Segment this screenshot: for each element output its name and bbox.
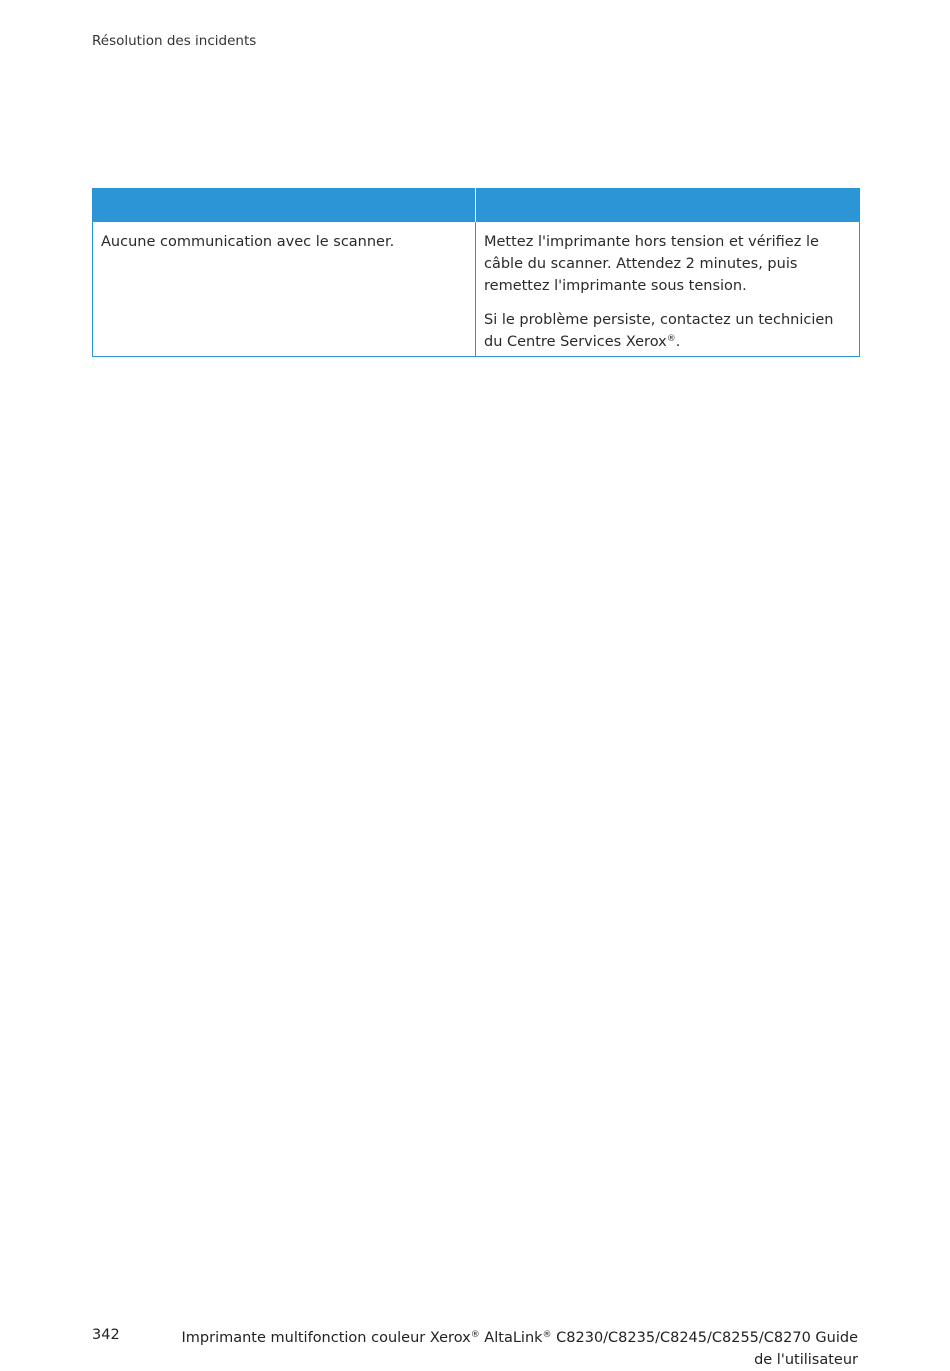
footer-title-part-3: C8230/C8235/C8245/C8255/C8270 Guide de l'utilisateur — [551, 1330, 858, 1368]
footer-title-part-1: Imprimante multifonction couleur Xerox — [181, 1330, 471, 1346]
footer-title-part-2: AltaLink — [479, 1330, 543, 1346]
solution-paragraph-2-end: . — [675, 334, 681, 350]
solution-paragraph-2-text: Si le problème persiste, contactez un technicien du Centre Services Xerox — [484, 312, 834, 350]
table-row — [93, 222, 860, 357]
page-number: 342 — [92, 1327, 120, 1343]
column-header-solution — [476, 188, 860, 222]
troubleshooting-table-container — [92, 188, 859, 357]
registered-mark: ® — [542, 1330, 552, 1340]
problem-text: Aucune communication avec le scanner. — [101, 234, 395, 250]
solution-cell — [476, 222, 860, 357]
registered-mark: ® — [666, 334, 676, 344]
solution-paragraph-2 — [484, 309, 851, 353]
solution-paragraph-1: Mettez l'imprimante hors tension et vérifiez le câble du scanner. Attendez 2 minutes, puis remettez l'imprimante sous tension. — [484, 234, 819, 294]
troubleshooting-table — [92, 188, 860, 357]
problem-cell — [93, 222, 476, 357]
footer-document-title — [178, 1327, 858, 1371]
column-header-problem — [93, 188, 476, 222]
table-header-row — [93, 188, 860, 222]
registered-mark: ® — [470, 1330, 480, 1340]
running-header: Résolution des incidents — [92, 33, 257, 49]
